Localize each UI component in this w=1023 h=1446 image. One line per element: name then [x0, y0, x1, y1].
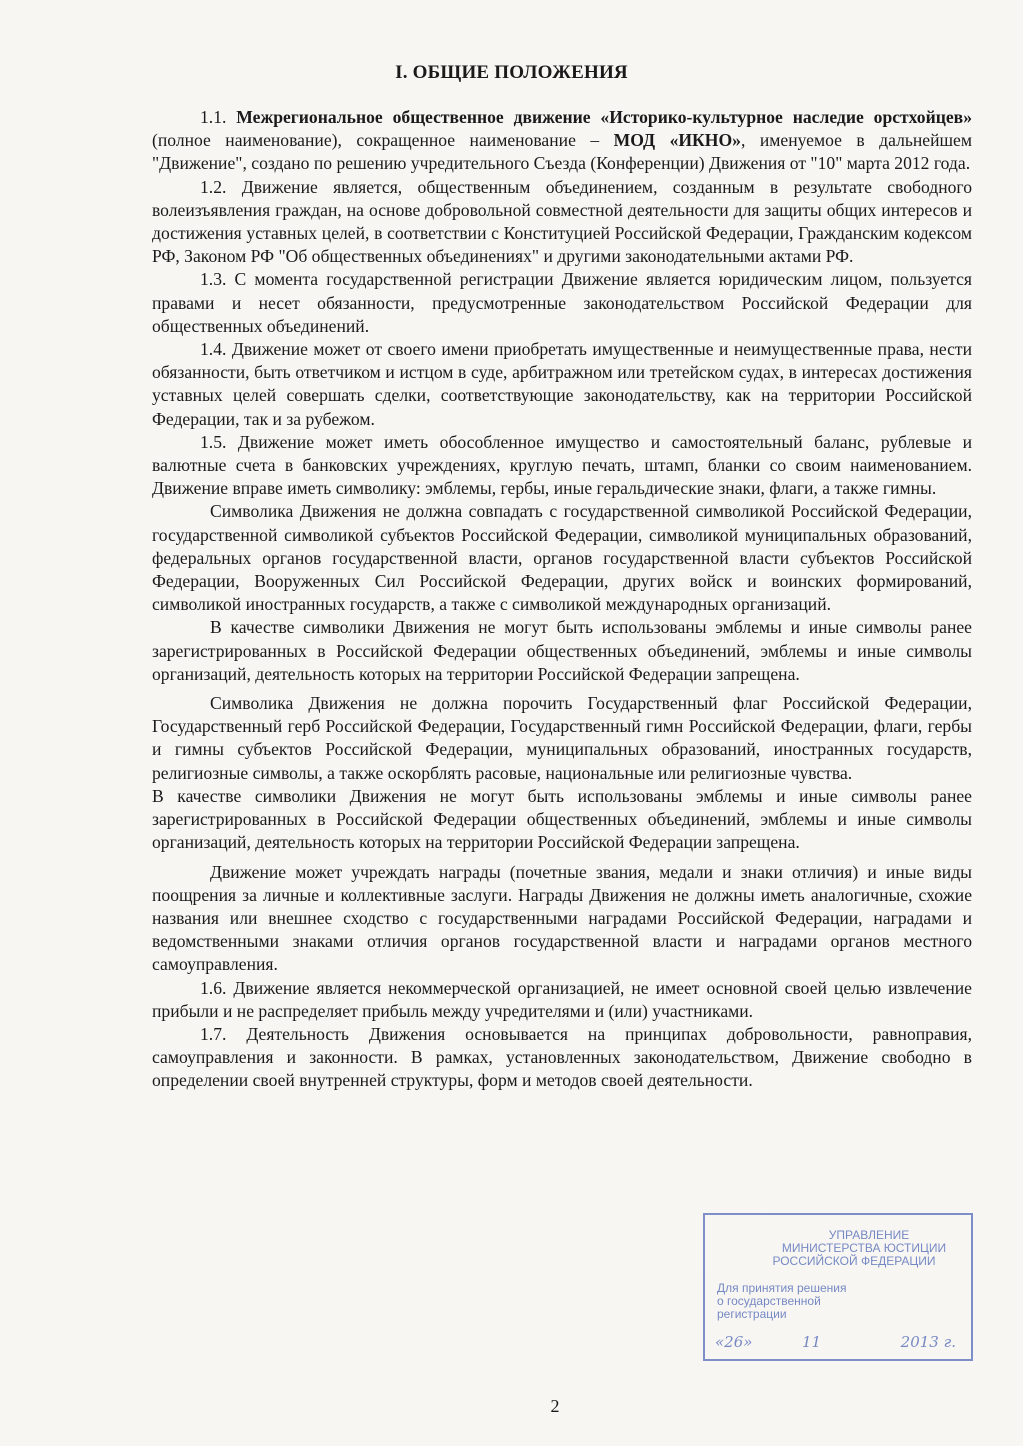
p1-abbr: МОД «ИКНО» — [613, 130, 741, 151]
stamp-date — [715, 1333, 965, 1351]
paragraph-1-4: 1.4. Движение может от своего имени приобретать имущественные и неимущественные права, нести обязанности, быть ответчиком и истцом в суде, арбитражном или третейском судах, в интересах достижения уставных целей совершать сделки, соответствующие законодательству, как на территории Российской Федерации, так и за рубежом. — [152, 339, 972, 429]
paragraph-symbolics-2: В качестве символики Движения не могут быть использованы эмблемы и иные символы ранее зарегистрированных в Российской Федерации общественных объединений, эмблемы и иные символы организаций, деятельность которых на территории Российской Федерации запрещена. — [152, 617, 972, 684]
page-number: 2 — [550, 1396, 560, 1416]
paragraph-1-2: 1.2. Движение является, общественным объединением, созданным в результате свободного волеизъявления граждан, на основе добровольной совместной деятельности для защиты общих интересов и достижения уставных целей, в соответствии с Конституцией Российской Федерации, Гражданским кодексом РФ, Законом РФ "Об общественных объединениях" и другими законодательными актами РФ. — [152, 176, 972, 267]
paragraph-awards: Движение может учреждать награды (почетные звания, медали и знаки отличия) и иные виды поощрения за личные и коллективные заслуги. Награды Движения не должны иметь аналогичные, схожие названия или внешнее сходство с государственными наградами Российской Федерации, наградами и ведомственными знаками отличия органов государственной власти и наградами органов местного самоуправления. — [152, 861, 972, 975]
paragraph-symbolics-1: Символика Движения не должна совпадать с государственной символикой Российской Федерации, государственной символикой субъектов Российской Федерации, символикой муниципальных образований, федеральных органов государственной власти, органов государственной власти субъектов Российской Федерации, Вооруженных Сил Российской Федерации, других войск и воинских формирований, символикой иностранных государств, а также с символикой международных организаций. — [152, 501, 972, 615]
paragraph-1-6: 1.6. Движение является некоммерческой организацией, не имеет основной своей целью извлечение прибыли и не распределяет прибыль между учредителями и (или) участниками. — [152, 977, 972, 1021]
stamp-date-year: 2013 г. — [900, 1333, 956, 1351]
p1-org-name: Межрегиональное общественное движение «Историко-культурное наследие орстхойцев» — [236, 107, 972, 127]
p1-lead: 1.1. — [200, 107, 237, 127]
paragraph-1-3: 1.3. С момента государственной регистрации Движение является юридическим лицом, пользуется правами и несет обязанности, предусмотренные законодательством Российской Федерации для общественных объединений. — [152, 269, 972, 336]
registration-stamp — [703, 1213, 973, 1361]
document-body — [152, 106, 972, 1093]
stamp-line-3: РОССИЙСКОЙ ФЕДЕРАЦИИ — [772, 1254, 936, 1268]
paragraph-symbolics-4: В качестве символики Движения не могут быть использованы эмблемы и иные символы ранее зарегистрированных в Российской Федерации общественных объединений, эмблемы и иные символы организаций, деятельность которых на территории Российской Федерации запрещена. — [152, 785, 972, 853]
stamp-line-5: о государственной — [717, 1294, 821, 1308]
stamp-line-2: МИНИСТЕРСТВА ЮСТИЦИИ — [781, 1241, 947, 1255]
section-title: I. ОБЩИЕ ПОЛОЖЕНИЯ — [395, 62, 628, 83]
paragraph-1-5: 1.5. Движение может иметь обособленное имущество и самостоятельный баланс, рублевые и валютные счета в банковских учреждениях, круглую печать, штамп, бланки со своим наименованием. Движение вправе иметь символику: эмблемы, гербы, иные геральдические знаки, флаги, а также гимны. — [152, 431, 972, 499]
paragraph-1-1 — [152, 106, 972, 176]
p1-rest: , именуемое в дальнейшем "Движение", создано по решению учредительного Съезда (Конференции) Движения от "10" марта 2012 года. — [152, 130, 973, 174]
stamp-line-6: регистрации — [717, 1307, 787, 1321]
stamp-date-month: 11 — [802, 1333, 822, 1351]
stamp-date-day: «26» — [715, 1333, 753, 1351]
paragraph-1-7: 1.7. Деятельность Движения основывается на принципах добровольности, равноправия, самоуправления и законности. В рамках, установленных законодательством, Движение свободно в определении своей внутренней структуры, форм и методов своей деятельности. — [152, 1023, 972, 1091]
stamp-line-4: Для принятия решения — [717, 1281, 847, 1295]
p1-mid: (полное наименование), сокращенное наименование – — [152, 130, 614, 151]
paragraph-symbolics-3: Символика Движения не должна порочить Государственный флаг Российской Федерации, Государственный герб Российской Федерации, Государственный гимн Российской Федерации, флаги, гербы и гимны субъектов Российской Федерации, муниципальных образований, иностранных государств, религиозные символы, а также оскорблять расовые, национальные или религиозные чувства. — [152, 693, 972, 783]
stamp-line-1: УПРАВЛЕНИЕ — [828, 1228, 910, 1242]
